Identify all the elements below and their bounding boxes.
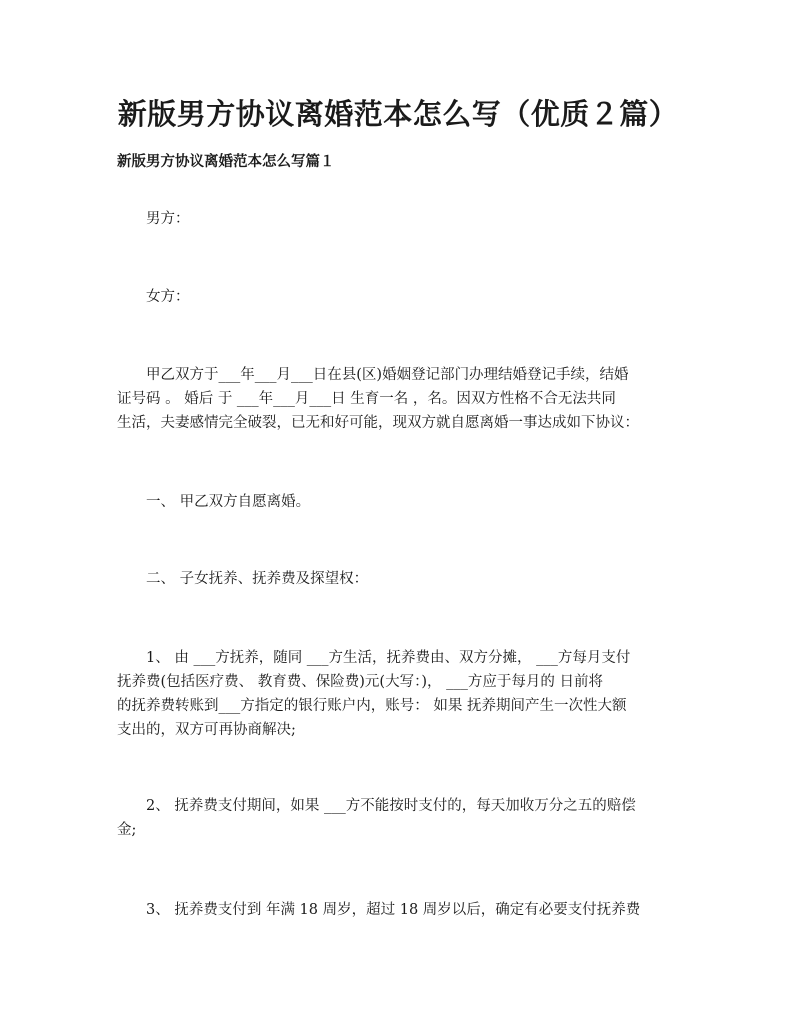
paragraph-line: 金; bbox=[117, 822, 137, 838]
subclause-2 bbox=[117, 794, 683, 842]
paragraph-male bbox=[117, 207, 683, 231]
subclause-3 bbox=[117, 898, 683, 922]
paragraph-line: 一、 甲乙双方自愿离婚。 bbox=[146, 494, 311, 510]
paragraph-line: 二、 子女抚养、抚养费及探望权： bbox=[146, 571, 369, 587]
paragraph-intro bbox=[117, 363, 683, 435]
paragraph-line: 3、 抚养费支付到 年满 18 周岁，超过 18 周岁以后，确定有必要支付抚养费 bbox=[146, 902, 641, 918]
subclause-1 bbox=[117, 646, 683, 742]
paragraph-line: 女方： bbox=[146, 289, 190, 305]
section-heading: 新版男方协议离婚范本怎么写篇１ bbox=[117, 153, 335, 170]
paragraph-line: 证号码 。 婚后 于 ___年___月___日 生育一名 ，名。因双方性格不合无法共同 bbox=[117, 391, 616, 407]
paragraph-line: 支出的，双方可再协商解决; bbox=[117, 722, 296, 738]
paragraph-line: 男方： bbox=[146, 211, 190, 227]
document-title: 新版男方协议离婚范本怎么写（优质２篇） bbox=[117, 97, 679, 131]
paragraph-line: 1、 由 ___方抚养，随同 ___方生活，抚养费由、双方分摊， ___方每月支付 bbox=[146, 650, 631, 666]
clause-two bbox=[117, 567, 683, 591]
paragraph-line: 2、 抚养费支付期间，如果 ___方不能按时支付的，每天加收万分之五的赔偿 bbox=[146, 798, 636, 814]
paragraph-line: 甲乙双方于___年___月___日在县(区)婚姻登记部门办理结婚登记手续，结婚 bbox=[146, 367, 629, 383]
paragraph-line: 生活，夫妻感情完全破裂，已无和好可能，现双方就自愿离婚一事达成如下协议： bbox=[117, 415, 639, 431]
paragraph-line: 抚养费(包括医疗费、 教育费、保险费)元(大写：)， ___方应于每月的 日前将 bbox=[117, 674, 603, 690]
paragraph-line: 的抚养费转账到___方指定的银行账户内，账号： 如果 抚养期间产生一次性大额 bbox=[117, 698, 627, 714]
clause-one bbox=[117, 490, 683, 514]
paragraph-female bbox=[117, 285, 683, 309]
